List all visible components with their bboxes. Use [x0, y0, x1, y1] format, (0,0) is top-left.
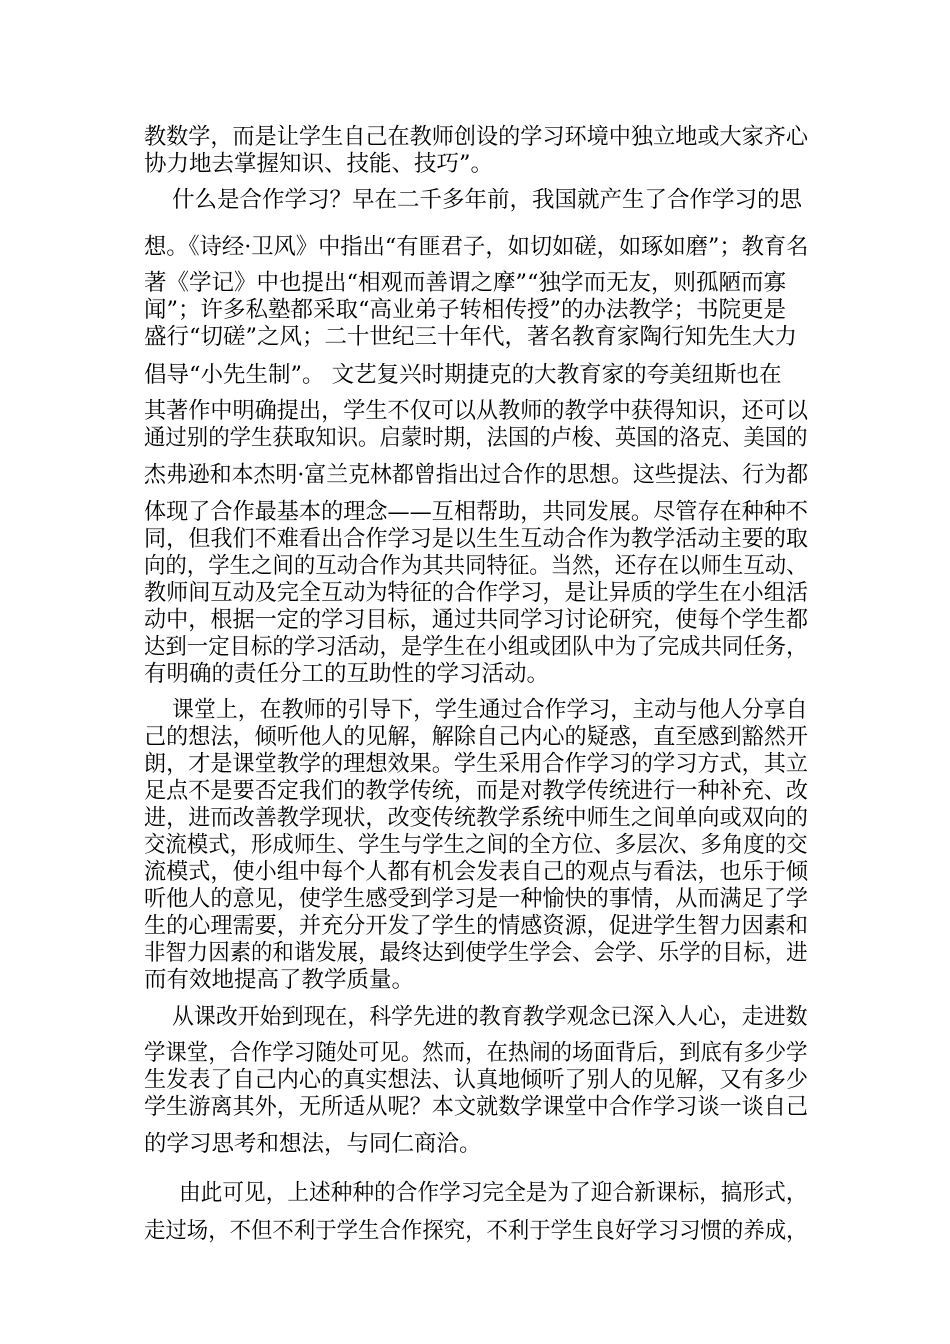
text-line-10: 通过别的学生获取知识。启蒙时期，法国的卢梭、英国的洛克、美国的	[144, 425, 808, 451]
text-line-21: 朗，才是课堂教学的理想效果。学生采用合作学习的学习方式，其立	[144, 751, 809, 777]
text-line-4: 想。《诗经·卫风》中指出“有匪君子，如切如磋，如琢如磨”；教育名	[144, 234, 809, 260]
text-line-28: 非智力因素的和谐发展，最终达到使学生学会、会学、乐学的目标，进	[144, 940, 808, 966]
text-line-20: 己的想法，倾听他人的见解，解除自己内心的疑惑，直至感到豁然开	[144, 724, 809, 750]
text-line-8: 倡导“小先生制”。 文艺复兴时期捷克的大教育家的夸美纽斯也在	[144, 362, 782, 388]
text-line-31: 学课堂，合作学习随处可见。然而，在热闹的场面背后，到底有多少学	[144, 1040, 808, 1066]
text-line-35: 由此可见，上述种种的合作学习完全是为了迎合新课标，搞形式，	[179, 1180, 808, 1206]
text-line-23: 进，进而改善教学现状，改变传统教学系统中师生之间单向或双向的	[144, 805, 809, 831]
text-line-22: 足点不是要否定我们的教学传统，而是对教学传统进行一种补充、改	[144, 778, 809, 804]
text-line-2: 协力地去掌握知识、技能、技巧”。	[144, 151, 494, 177]
text-line-7: 盛行“切磋”之风；二十世纪三十年代，著名教育家陶行知先生大力	[144, 324, 798, 350]
text-line-26: 听他人的意见，使学生感受到学习是一种愉快的事情，从而满足了学	[144, 886, 809, 912]
text-line-29: 而有效地提高了教学质量。	[144, 967, 415, 993]
text-line-19: 课堂上，在教师的引导下，学生通过合作学习，主动与他人分享自	[172, 697, 808, 723]
text-line-16: 动中，根据一定的学习目标，通过共同学习讨论研究，使每个学生都	[144, 607, 809, 633]
text-line-17: 达到一定目标的学习活动，是学生在小组或团队中为了完成共同任务，	[144, 634, 808, 660]
text-line-32: 生发表了自己内心的真实想法、认真地倾听了别人的见解，又有多少	[144, 1067, 809, 1093]
text-line-15: 教师间互动及完全互动为特征的合作学习，是让异质的学生在小组活	[144, 580, 809, 606]
text-line-36: 走过场，不但不利于学生合作探究，不利于学生良好学习习惯的养成，	[144, 1218, 808, 1244]
text-line-33: 学生游离其外，无所适从呢？本文就数学课堂中合作学习谈一谈自己	[144, 1094, 809, 1120]
text-line-6: 闻”；许多私塾都采取“高业弟子转相传授”的办法教学；书院更是	[144, 297, 787, 323]
text-line-24: 交流模式，形成师生、学生与学生之间的全方位、多层次、多角度的交	[144, 832, 808, 858]
text-line-12: 体现了合作最基本的理念——互相帮助，共同发展。尽管存在种种不	[144, 499, 809, 525]
text-line-13: 同，但我们不难看出合作学习是以生生互动合作为教学活动主要的取	[144, 526, 809, 552]
text-line-18: 有明确的责任分工的互助性的学习活动。	[144, 661, 550, 687]
text-line-14: 向的，学生之间的互动合作为其共同特征。当然，还存在以师生互动、	[144, 553, 808, 579]
text-line-11: 杰弗逊和本杰明·富兰克林都曾指出过合作的思想。这些提法、行为都	[144, 462, 809, 488]
text-line-27: 生的心理需要，并充分开发了学生的情感资源，促进学生智力因素和	[144, 913, 809, 939]
text-line-9: 其著作中明确提出，学生不仅可以从教师的教学中获得知识，还可以	[144, 398, 809, 424]
text-line-3: 什么是合作学习？早在二千多年前，我国就产生了合作学习的思	[172, 187, 803, 213]
text-line-25: 流模式，使小组中每个人都有机会发表自己的观点与看法，也乐于倾	[144, 859, 809, 885]
text-line-30: 从课改开始到现在，科学先进的教育教学观念已深入人心，走进数	[172, 1004, 808, 1030]
text-line-1: 教数学，而是让学生自己在教师创设的学习环境中独立地或大家齐心	[144, 124, 809, 150]
text-line-34: 的学习思考和想法，与同仁商洽。	[144, 1131, 482, 1157]
text-line-5: 著《学记》中也提出“相观而善谓之摩”“独学而无友，则孤陋而寡	[144, 270, 787, 296]
